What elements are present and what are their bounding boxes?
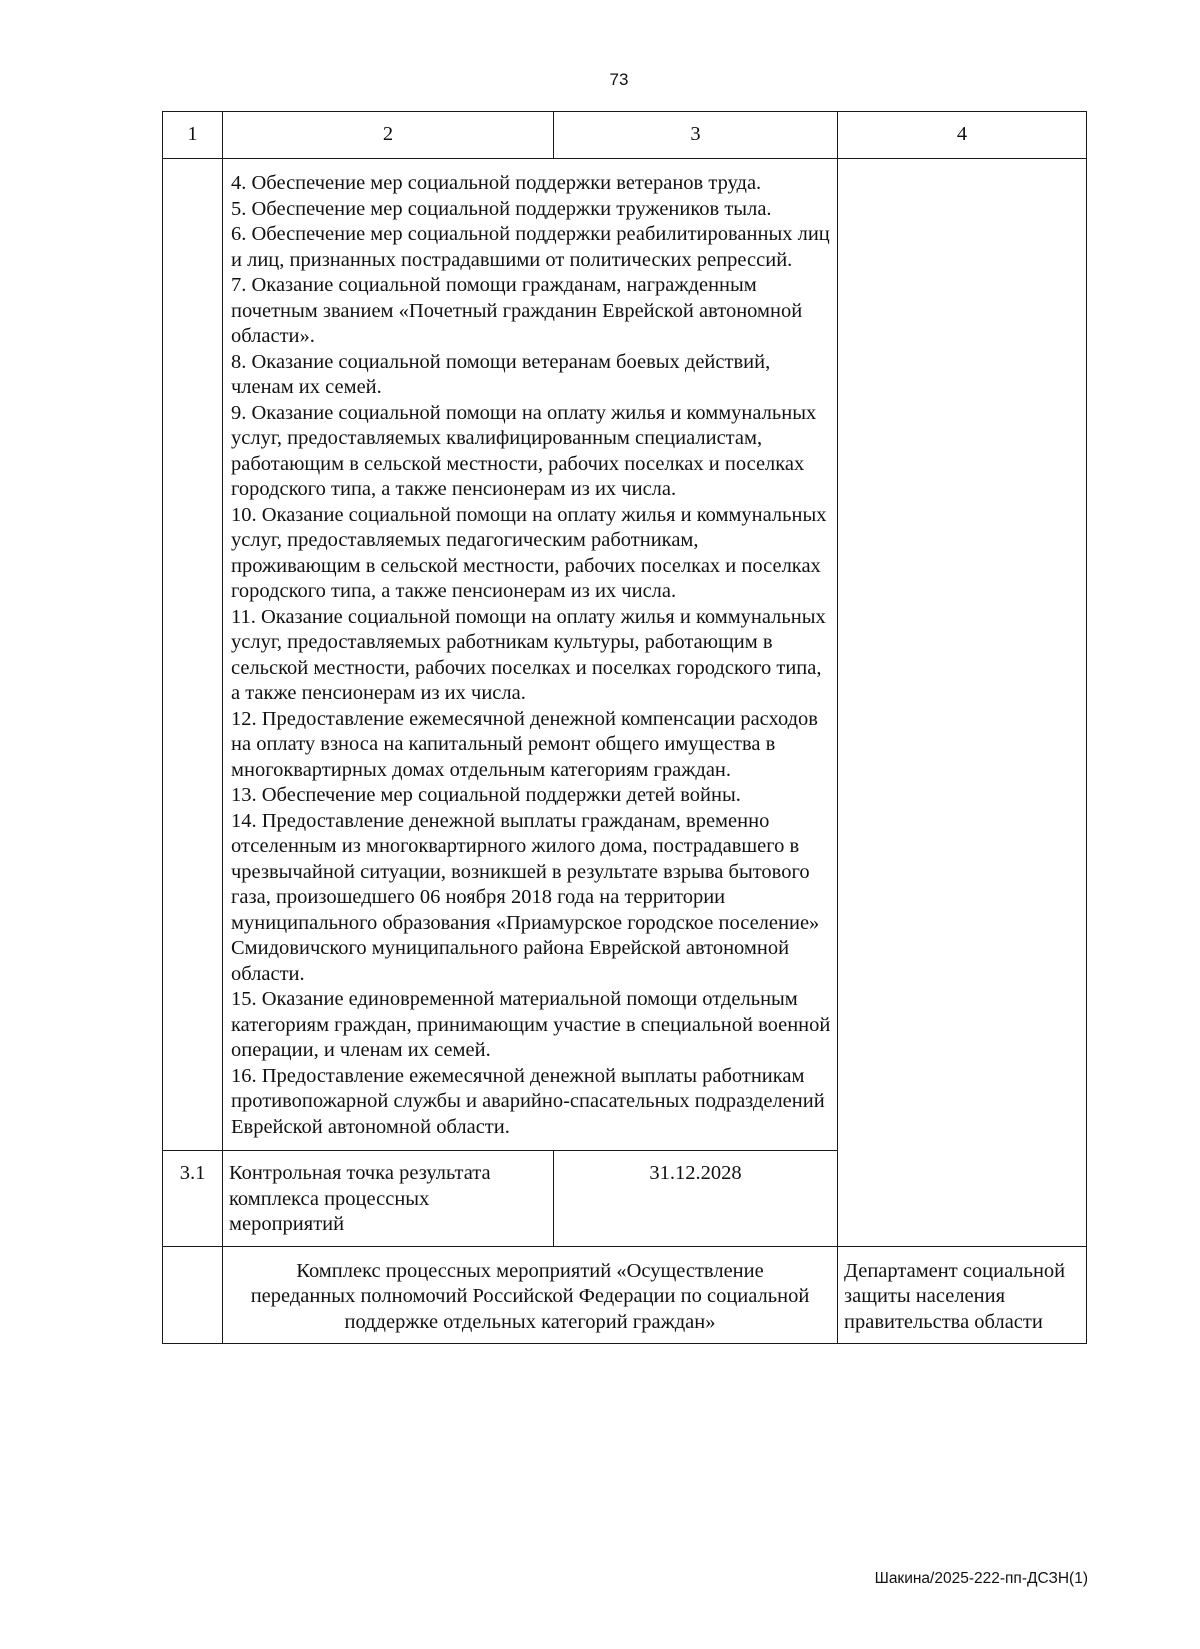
header-col-1: 1 xyxy=(163,112,223,159)
page-number: 73 xyxy=(609,70,629,89)
list-item: 7. Оказание социальной помощи гражданам, награжденным почетным званием «Почетный гражданин Еврейской автономной области». xyxy=(231,274,803,347)
list-item: 6. Обеспечение мер социальной поддержки реабилитированных лиц и лиц, признанных пострадавшими от политических репрессий. xyxy=(231,223,830,271)
header-col-2: 2 xyxy=(223,112,554,159)
activities-table xyxy=(162,111,1087,1344)
list-item: 11. Оказание социальной помощи на оплату жилья и коммунальных услуг, предоставляемых работникам культуры, работающим в сельской местности, рабочих поселках и поселках городского типа, а также пенсионерам из их числа. xyxy=(231,605,826,704)
header-col-3: 3 xyxy=(554,112,838,159)
control-point-text: Контрольная точка результата комплекса процессных мероприятий xyxy=(223,1151,554,1247)
control-point-number: 3.1 xyxy=(163,1151,223,1247)
list-item: 15. Оказание единовременной материальной помощи отдельным категориям граждан, принимающим участие в специальной военной операции, и членам их семей. xyxy=(231,988,831,1061)
items-list-cell xyxy=(223,159,838,1151)
control-point-date: 31.12.2028 xyxy=(554,1151,838,1247)
responsible-cell-empty xyxy=(838,159,1087,1247)
items-row-number-cell xyxy=(163,159,223,1151)
list-item: 14. Предоставление денежной выплаты гражданам, временно отселенным из многоквартирного жилого дома, пострадавшего в чрезвычайной ситуации, возникшей в результате взрыва бытового газа, произошедшего 06 ноября 2018 года на территории муниципального образования «Приамурское городское поселение» Смидовичского муниципального района Еврейской автономной области. xyxy=(231,809,820,985)
list-item: 9. Оказание социальной помощи на оплату жилья и коммунальных услуг, предоставляемых квалифицированным специалистам, работающим в сельской местности, рабочих поселках и поселках городского типа, а также пенсионерам из их числа. xyxy=(231,401,817,500)
list-item: 8. Оказание социальной помощи ветеранам боевых действий, членам их семей. xyxy=(231,350,771,398)
list-item: 4. Обеспечение мер социальной поддержки ветеранов труда. xyxy=(231,172,762,194)
list-item: 13. Обеспечение мер социальной поддержки детей войны. xyxy=(231,784,741,806)
list-item: 5. Обеспечение мер социальной поддержки тружеников тыла. xyxy=(231,197,772,220)
list-item: 16. Предоставление ежемесячной денежной выплаты работникам противопожарной службы и аварийно-спасательных подразделений Еврейской автономной области. xyxy=(231,1064,825,1138)
list-item: 12. Предоставление ежемесячной денежной компенсации расходов на оплату взноса на капитальный ремонт общего имущества в многоквартирных домах отдельным категориям граждан. xyxy=(231,707,818,781)
complex-row xyxy=(163,1246,1087,1344)
header-col-4: 4 xyxy=(838,112,1087,159)
items-row xyxy=(163,159,1087,1151)
document-code: Шакина/2025-222-пп-ДСЗН(1) xyxy=(874,1570,1088,1587)
list-item: 10. Оказание социальной помощи на оплату жилья и коммунальных услуг, предоставляемых педагогическим работникам, проживающим в сельской местности, рабочих поселках и поселках городского типа, а также пенсионерам из их числа. xyxy=(231,503,827,602)
complex-number-cell xyxy=(163,1246,223,1344)
complex-responsible: Департамент социальной защиты населения правительства области xyxy=(838,1246,1087,1344)
table-header-row xyxy=(163,112,1087,159)
complex-title: Комплекс процессных мероприятий «Осуществление переданных полномочий Российской Федерации по социальной поддержке отдельных категорий граждан» xyxy=(223,1246,838,1344)
